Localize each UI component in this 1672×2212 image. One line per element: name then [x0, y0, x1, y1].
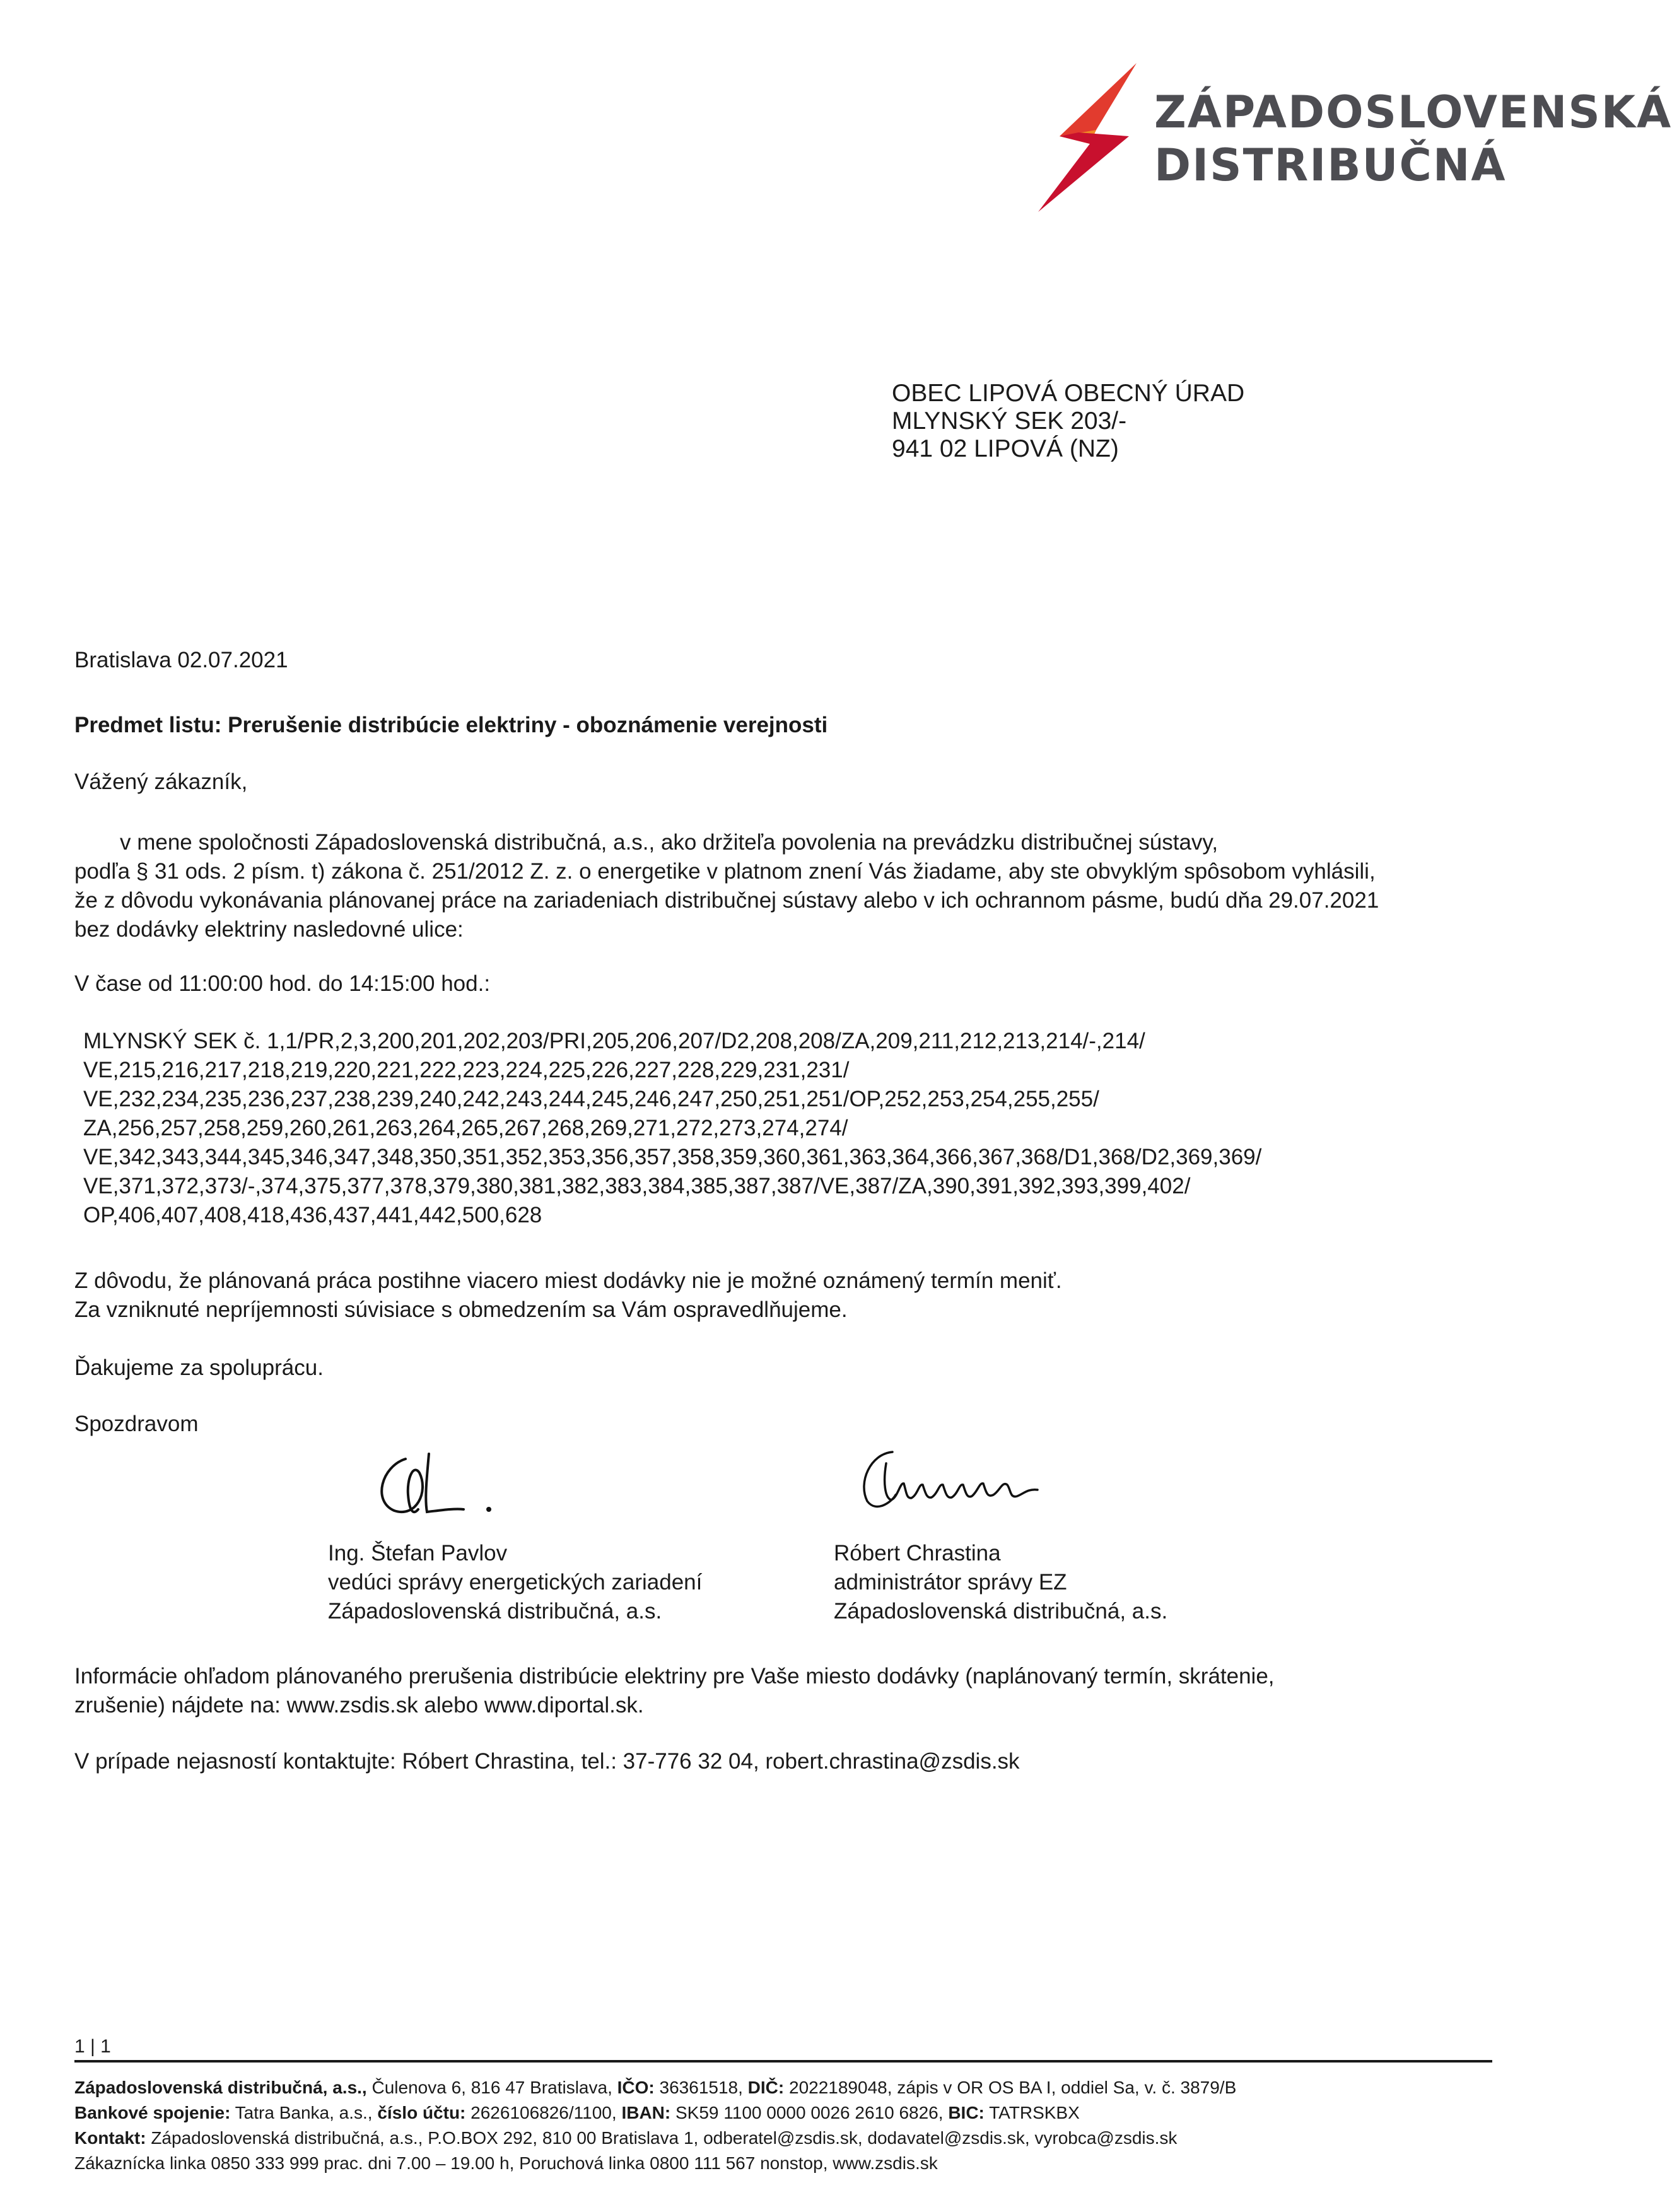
reason-paragraph: [74, 1267, 1062, 1325]
footer-contact-label: Kontakt:: [74, 2128, 146, 2148]
footer-bank-label: Bankové spojenie:: [74, 2103, 231, 2122]
info-line: Informácie ohľadom plánovaného prerušenia distribúcie elektriny pre Vaše miesto dodávky (naplánovaný termín, skrátenie,: [74, 1664, 1275, 1688]
signer-role: administrátor správy EZ: [834, 1570, 1067, 1595]
info-paragraph: [74, 1662, 1275, 1720]
signer-company: Západoslovenská distribučná, a.s.: [328, 1599, 662, 1624]
footer-iban: SK59 1100 0000 0026 2610 6826,: [670, 2103, 949, 2122]
street-line: VE,371,372,373/-,374,375,377,378,379,380,381,382,383,384,385,387,387/VE,387/ZA,390,391,392,393,399,402/: [83, 1174, 1191, 1198]
signer-block-1: [328, 1539, 702, 1626]
lightning-bolt-icon: [1034, 62, 1148, 213]
street-line: OP,406,407,408,418,436,437,441,442,500,628: [83, 1203, 542, 1227]
street-line: VE,342,343,344,345,346,347,348,350,351,352,353,356,357,358,359,360,361,363,364,366,367,368/D1,368/D2,369,369/: [83, 1145, 1262, 1169]
company-logo: [1034, 62, 1672, 213]
footer-iban-label: IBAN:: [621, 2103, 671, 2122]
outage-time-range: V čase od 11:00:00 hod. do 14:15:00 hod.:: [74, 971, 491, 996]
regards-line: Spozdravom: [74, 1412, 199, 1436]
intro-line: bez dodávky elektriny nasledovné ulice:: [74, 917, 464, 942]
footer-bank: Tatra Banka, a.s.,: [230, 2103, 378, 2122]
street-line: ZA,256,257,258,259,260,261,263,264,265,267,268,269,271,272,273,274,274/: [83, 1116, 848, 1140]
intro-line: že z dôvodu vykonávania plánovanej práce na zariadeniach distribučnej sústavy alebo v ich ochrannom pásme, budú dňa 29.07.2021: [74, 888, 1379, 913]
logo-wordmark-line1: ZÁPADOSLOVENSKÁ: [1154, 86, 1672, 138]
info-line: zrušenie) nájdete na: www.zsdis.sk alebo www.diportal.sk.: [74, 1693, 644, 1718]
intro-line: podľa § 31 ods. 2 písm. t) zákona č. 251/2012 Z. z. o energetike v platnom znení Vás žiadame, aby ste obvyklým spôsobom vyhlásili,: [74, 859, 1376, 884]
recipient-address: [892, 380, 1244, 463]
affected-streets: [83, 1027, 1502, 1230]
footer-account-label: číslo účtu:: [377, 2103, 466, 2122]
footer-line-bank: [74, 2100, 1236, 2126]
footer-address: Čulenova 6, 816 47 Bratislava,: [366, 2078, 617, 2097]
signature-chrastina: [848, 1438, 1056, 1520]
footer-bic-label: BIC:: [948, 2103, 985, 2122]
footer-line-hotlines: Zákaznícka linka 0850 333 999 prac. dni 7.00 – 19.00 h, Poruchová linka 0800 111 567 nonstop, www.zsdis.sk: [74, 2153, 938, 2173]
recipient-street: MLYNSKÝ SEK 203/-: [892, 407, 1127, 435]
street-line: MLYNSKÝ SEK č. 1,1/PR,2,3,200,201,202,203/PRI,205,206,207/D2,208,208/ZA,209,211,212,213,214/-,214/: [83, 1029, 1145, 1053]
footer-account: 2626106826/1100,: [465, 2103, 622, 2122]
footer-divider: [74, 2060, 1492, 2063]
reason-line: Za vzniknuté nepríjemnosti súvisiace s obmedzením sa Vám ospravedlňujeme.: [74, 1297, 848, 1322]
company-footer: [74, 2075, 1236, 2176]
signer-company: Západoslovenská distribučná, a.s.: [834, 1599, 1168, 1624]
footer-ico: 36361518,: [654, 2078, 748, 2097]
logo-wordmark-line2: DISTRIBUČNÁ: [1154, 139, 1507, 191]
footer-line-registration: [74, 2075, 1236, 2100]
street-line: VE,215,216,217,218,219,220,221,222,223,224,225,226,227,228,229,231,231/: [83, 1058, 850, 1082]
intro-paragraph: [74, 828, 1500, 944]
street-line: VE,232,234,235,236,237,238,239,240,242,243,244,245,246,247,250,251,251/OP,252,253,254,255,255/: [83, 1087, 1099, 1111]
footer-contact: Západoslovenská distribučná, a.s., P.O.BOX 292, 810 00 Bratislava 1, odberatel@zsdis.sk, dodavatel@zsdis.sk, vyrobca@zsdis.sk: [146, 2128, 1178, 2148]
footer-dic-label: DIČ:: [747, 2078, 785, 2097]
signature-pavlov: [369, 1441, 508, 1526]
thanks-line: Ďakujeme za spoluprácu.: [74, 1355, 324, 1380]
recipient-name: OBEC LIPOVÁ OBECNÝ ÚRAD: [892, 380, 1245, 407]
recipient-city: 941 02 LIPOVÁ (NZ): [892, 435, 1119, 462]
signer-name: Róbert Chrastina: [834, 1541, 1001, 1565]
page-number: 1 | 1: [74, 2036, 111, 2057]
greeting: Vážený zákazník,: [74, 770, 248, 794]
footer-ico-label: IČO:: [617, 2078, 655, 2097]
footer-bic: TATRSKBX: [984, 2103, 1080, 2122]
footer-company: Západoslovenská distribučná, a.s.,: [74, 2078, 367, 2097]
signer-name: Ing. Štefan Pavlov: [328, 1541, 508, 1565]
place-and-date: Bratislava 02.07.2021: [74, 648, 288, 672]
signer-role: vedúci správy energetických zariadení: [328, 1570, 703, 1595]
footer-dic: 2022189048, zápis v OR OS BA I, oddiel Sa, v. č. 3879/B: [784, 2078, 1237, 2097]
reason-line: Z dôvodu, že plánovaná práca postihne viacero miest dodávky nie je možné oznámený termín meniť.: [74, 1268, 1062, 1293]
footer-line-contact: [74, 2126, 1236, 2151]
letter-subject: Predmet listu: Prerušenie distribúcie elektriny - oboznámenie verejnosti: [74, 713, 828, 737]
intro-line: v mene spoločnosti Západoslovenská distribučná, a.s., ako držiteľa povolenia na prevádzku distribučnej sústavy,: [120, 830, 1219, 855]
contact-line: V prípade nejasností kontaktujte: Róbert Chrastina, tel.: 37-776 32 04, robert.chrastina@zsdis.sk: [74, 1749, 1020, 1774]
signer-block-2: [834, 1539, 1167, 1626]
